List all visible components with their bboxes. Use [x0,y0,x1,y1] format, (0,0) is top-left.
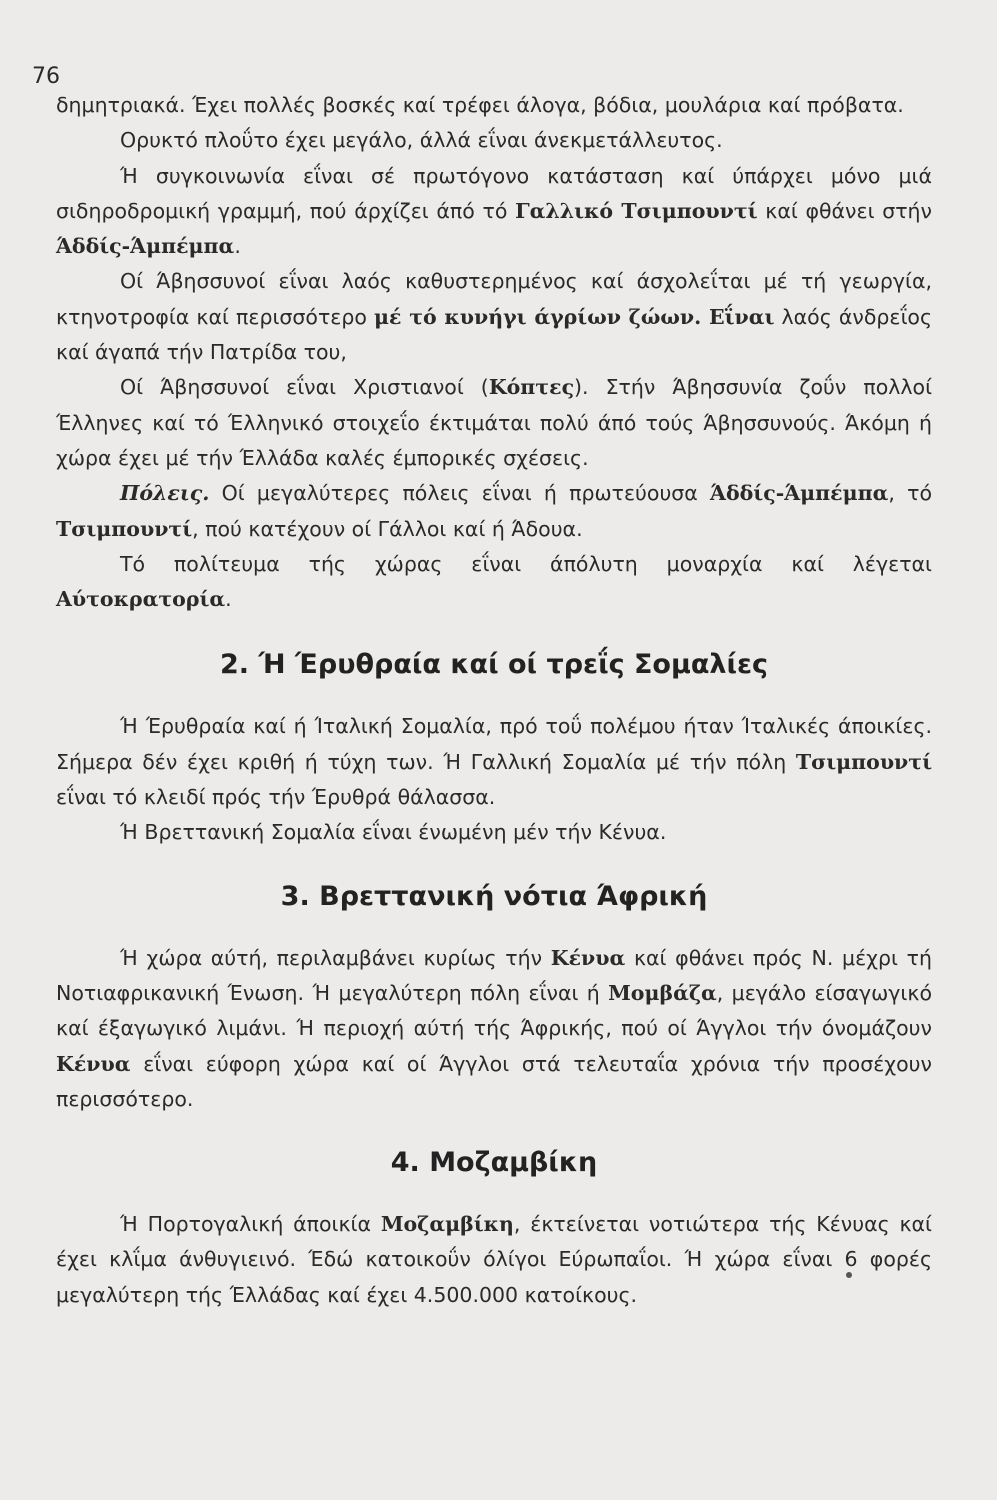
bold-term: Άδδίς-Άμπέμπα [710,481,889,506]
paragraph [56,547,932,618]
italic-term: Πόλεις. [120,481,210,506]
paragraph-text: εΐναι τό κλειδί πρός τήν Έρυθρά θάλασσα. [56,785,496,810]
paragraph-text: ). Στήν Άβησσυνία ζοΰν πολλοί Έλληνες καί τό Έλληνικό στοιχεΐο έκτιμάται πολύ άπό τούς Άβησσυνούς. Άκόμη ή χώρα έχει μέ τήν Έλλάδα καλές έμπορικές σχέσεις. [56,375,933,470]
bold-term: Μομβάζα [608,980,717,1005]
bold-term: Κόπτες [488,375,575,400]
paragraph [56,264,932,370]
paragraph-text: εΐναι εύφορη χώρα καί οί Άγγλοι στά τελευταΐα χρόνια τήν προσέχουν περισσότερο. [56,1051,932,1111]
bold-term: Κένυα [550,945,626,970]
bold-term: Τσιμπουντί [56,516,193,541]
paragraph [56,159,932,265]
bold-term: Κένυα [56,1051,131,1076]
paragraph-text: Ή Βρεττανική Σομαλία εΐναι ένωμένη μέν τήν Κένυα. [120,820,667,845]
bold-term: Τσιμπουντί [795,749,932,774]
ink-speck [846,1272,852,1278]
paragraph-text: Ή χώρα αύτή, περιλαμβάνει κυρίως τήν [120,945,551,970]
paragraph [56,476,932,547]
paragraph-text: . [234,234,241,259]
paragraph-text: λαός άνδρεΐος καί άγαπά τήν Πατρίδα του, [56,304,932,365]
paragraph-text: Ή Πορτογαλική άποικία [120,1212,381,1237]
paragraph-text: καί φθάνει πρός Ν. μέχρι τή Νοτιαφρικανική Ένωση. Ή μεγαλύτερη πόλη εΐναι ή [56,945,932,1005]
paragraph-text: δημητριακά. Έχει πολλές βοσκές καί τρέφει άλογα, βόδια, μουλάρια καί πρόβατα. [56,93,904,117]
paragraph-text: Οί μεγαλύτερες πόλεις εΐναι ή πρωτεύουσα [209,481,711,506]
section-heading: 4. Μοζαμβίκη [390,1147,598,1179]
paragraph-text: , πού κατέχουν οί Γάλλοι καί ή Άδουα. [192,516,583,541]
paragraph-text: , έκτείνεται νοτιώτερα τής Κένυας καί έχει κλΐμα άνθυγιεινό. Έδώ κατοικοΰν όλίγοι Εύρωπαΐοι. Ή χώρα εΐναι 6 φορές μεγαλύτερη τής Έλλάδας καί έχει 4.500.000 κατοίκους. [56,1212,932,1307]
page-number: 76 [32,64,60,89]
paragraph-text: Οί Άβησσυνοί εΐναι λαός καθυστερημένος καί άσχολεΐται μέ τή γεωργία, κτηνοτροφία καί περισσότερο [56,269,932,329]
paragraph [56,815,932,850]
paragraph-text: , μεγάλο είσαγωγικό καί έξαγωγικό λιμάνι. Ή περιοχή αύτή τής Άφρικής, πού οί Άγγλοι τήν όνομάζουν [56,980,932,1041]
paragraph-text: καί φθάνει στήν [757,198,932,223]
paragraph-text: . [225,587,232,612]
paragraph-text: , τό [888,481,932,506]
bold-term: Μοζαμβίκη [380,1212,514,1237]
paragraph [56,88,932,123]
paragraph [56,370,932,476]
bold-term: Αύτοκρατορία [56,587,226,612]
paragraph-text: Οί Άβησσυνοί εΐναι Χριστιανοί ( [120,375,489,400]
paragraph-text: Ορυκτό πλοΰτο έχει μεγάλο, άλλά εΐναι άνεκμετάλλευτος. [120,128,723,153]
paragraph [56,1207,932,1313]
bold-term: Άδδίς-Άμπέμπα [56,234,235,259]
bold-term: μέ τό κυνήγι άγρίων ζώων. Εΐναι [374,304,775,329]
paragraph [56,123,932,158]
paragraph-text: Τό πολίτευμα τής χώρας εΐναι άπόλυτη μοναρχία καί λέγεται [120,551,932,576]
section-heading: 2. Ή Έρυθραία καί οί τρεΐς Σομαλίες [219,649,769,681]
paragraph [56,709,932,815]
section-heading: 3. Βρεττανική νότια Άφρική [280,880,708,912]
paragraph [56,941,932,1117]
page-body [56,88,932,1313]
paragraph-text: Ή Έρυθραία καί ή Ίταλική Σομαλία, πρό τοΰ πολέμου ήταν Ίταλικές άποικίες. Σήμερα δέν έχει κριθή ή τύχη των. Ή Γαλλική Σομαλία μέ τήν πόλη [56,714,932,774]
paragraph-text: Ή συγκοινωνία εΐναι σέ πρωτόγονο κατάσταση καί ύπάρχει μόνο μιά σιδηροδρομική γραμμή, πού άρχίζει άπό τό [56,163,932,223]
bold-term: Γαλλικό Τσιμπουντί [515,198,758,223]
